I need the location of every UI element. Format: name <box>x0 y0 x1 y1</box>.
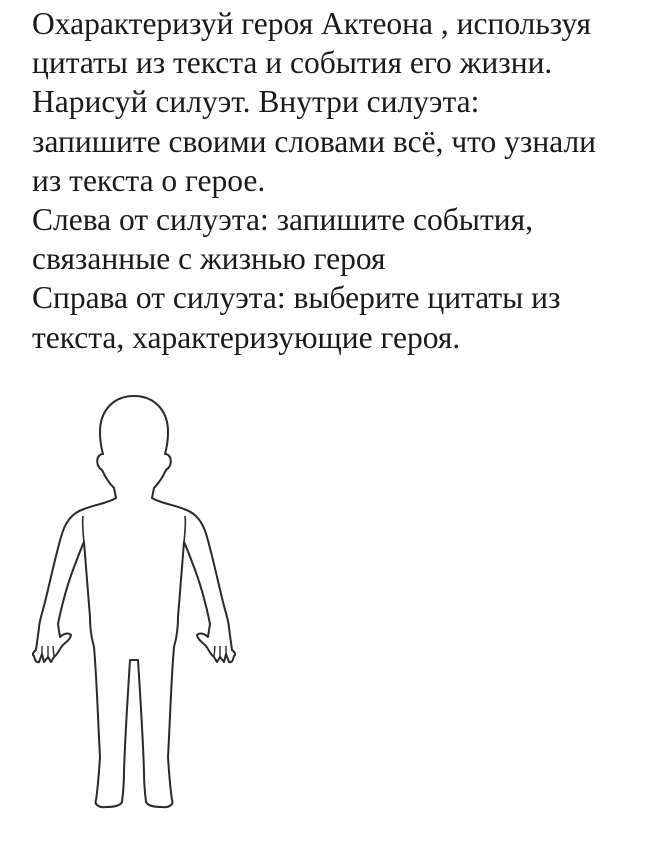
task-line-1: Охарактеризуй героя Актеона , используя <box>32 6 592 41</box>
task-line-3: Нарисуй силуэт. Внутри силуэта: <box>32 84 480 120</box>
task-line-7: связанные с жизнью героя <box>32 241 386 277</box>
task-line-9: текста, характеризующие героя. <box>32 319 461 355</box>
task-line-5: из текста о герое. <box>32 162 266 198</box>
task-line-2: цитаты из текста и события его жизни. <box>32 45 553 81</box>
task-line-6: Слева от силуэта: запишите события, <box>32 202 533 238</box>
task-line-4: запишите своими словами всё, что узнали <box>32 123 597 159</box>
task-line-8: Справа от силуэта: выберите цитаты из <box>32 280 561 316</box>
human-silhouette-icon <box>28 392 240 822</box>
task-instructions <box>32 4 662 357</box>
silhouette-outline <box>33 396 235 807</box>
